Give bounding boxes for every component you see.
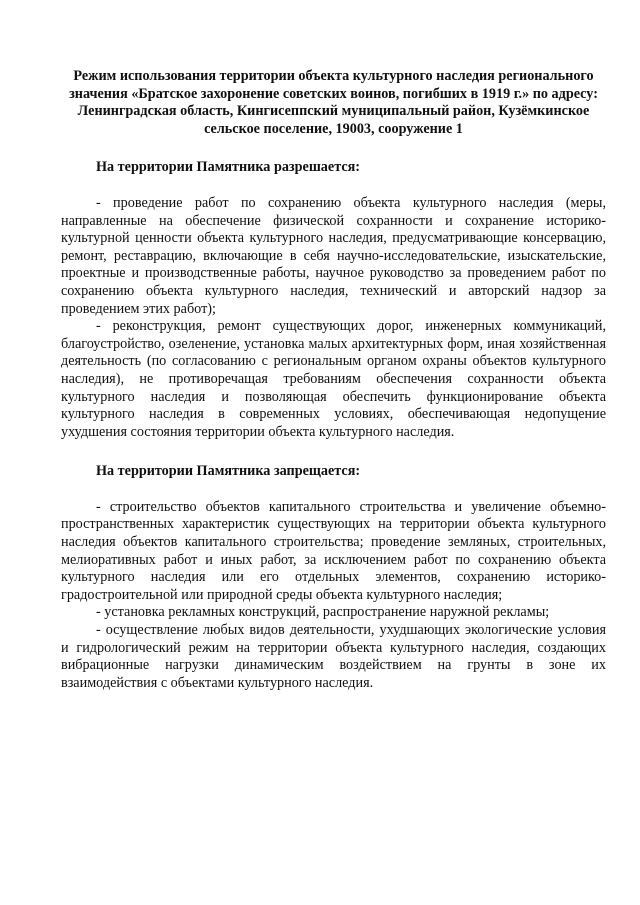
- allowed-item-1: - проведение работ по сохранению объекта культурного наследия (меры, направленные на обеспечение физической сохранности и сохранение историко-культурной ценности объекта культурного наследия, предусматривающие консервацию, ремонт, реставрацию, включающие в себя научно-исследовательские, изыскательские, проектные и производственные работы, научное руководство за проведением работ по сохранению объекта культурного наследия, технический и авторский надзор за проведением этих работ);: [61, 194, 606, 317]
- forbidden-item-3: - осуществление любых видов деятельности, ухудшающих экологические условия и гидрологический режим на территории объекта культурного наследия, создающих вибрационные нагрузки динамическим воздействием на грунты в зоне их взаимодействия с объектами культурного наследия.: [61, 622, 606, 691]
- forbidden-item-1: - строительство объектов капитального строительства и увеличение объемно-пространственных характеристик существующих на территории объекта культурного наследия объектов капитального строительства; проведение земляных, строительных, мелиоративных работ и иных работ, за исключением работ по сохранению объекта культурного наследия или его отдельных элементов, сохранению историко-градостроительной или природной среды объекта культурного наследия;: [61, 498, 606, 603]
- forbidden-list: [61, 499, 606, 693]
- allowed-item-2: - реконструкция, ремонт существующих дорог, инженерных коммуникаций, благоустройство, озеленение, установка малых архитектурных форм, иная хозяйственная деятельность (по согласованию с региональным органом охраны объектов культурного наследия), не противоречащая требованиям обеспечения сохранности объекта культурного наследия и позволяющая обеспечить функционирование объекта культурного наследия в современных условиях, обеспечивающая недопущение ухудшения состояния территории объекта культурного наследия.: [61, 318, 606, 440]
- forbidden-item-2: - установка рекламных конструкций, распространение наружной рекламы;: [96, 604, 550, 621]
- allowed-list: [61, 195, 606, 441]
- document-title: Режим использования территории объекта культурного наследия регионального значения «Братское захоронение советских воинов, погибших в 1919 г.» по адресу: Ленинградская область, Кингисеппский муниципальный район, Кузёмкинское сельское поселение, 19003, сооружение 1: [69, 68, 598, 137]
- allowed-heading: На территории Памятника разрешается:: [96, 159, 361, 176]
- forbidden-heading: На территории Памятника запрещается:: [96, 463, 361, 480]
